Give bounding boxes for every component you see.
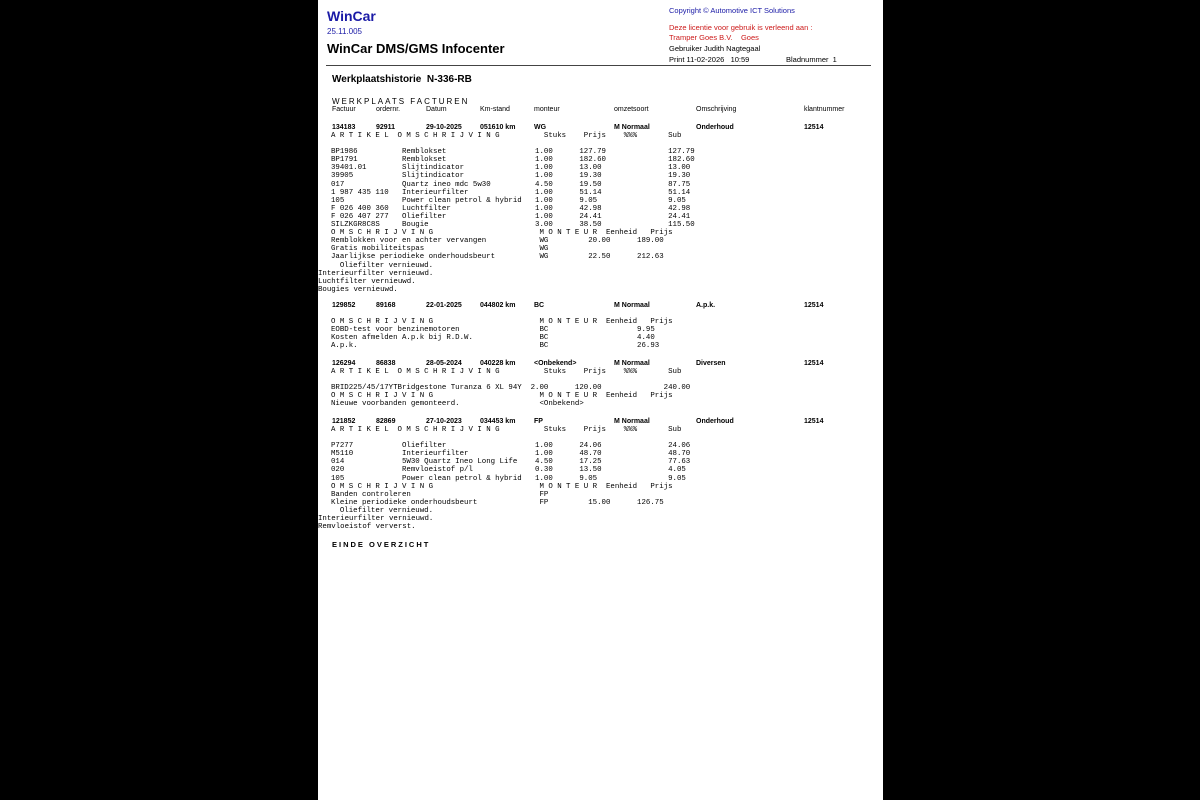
- invoice-line: BP1986 Remblokset 1.00 127.79 127.79: [331, 148, 695, 157]
- invoice-line: [318, 310, 673, 318]
- invoice-line: Remvloeistof ververst.: [318, 523, 416, 532]
- invoice-detail: [318, 132, 695, 294]
- invoice-line: Luchtfilter vernieuwd.: [318, 277, 416, 286]
- invoice-ordernr: 86838: [376, 360, 396, 367]
- report-page: [318, 0, 883, 800]
- column-header-km: Km-stand: [480, 106, 510, 113]
- column-header-omzetsoort: omzetsoort: [614, 106, 649, 113]
- invoice-ordernr: 82869: [376, 418, 396, 425]
- invoice-line: Jaarlijkse periodieke onderhoudsbeurt WG 22.50 212.63: [331, 253, 664, 262]
- column-header-klantnummer: klantnummer: [804, 106, 845, 113]
- invoice-line: A R T I K E L O M S C H R I J V I N G Stuks Prijs %%% Sub: [331, 368, 682, 376]
- license-line-1: Deze licentie voor gebruik is verleend aan :: [669, 23, 813, 32]
- invoice-line: Bougies vernieuwd.: [318, 285, 398, 294]
- invoice-km: 044802 km: [480, 302, 516, 309]
- invoice-line: [318, 434, 690, 442]
- invoice-klant: 12514: [804, 124, 824, 131]
- invoice-datum: 27-10-2023: [426, 418, 462, 425]
- invoice-monteur: BC: [534, 302, 545, 309]
- invoice-line: 1 987 435 110 Interieurfilter 1.00 51.14 51.14: [331, 188, 691, 197]
- print-date: Print 11-02-2026 10:59: [669, 55, 750, 64]
- invoice-line: 017 Quartz ineo mdc 5w30 4.50 19.50 87.75: [331, 180, 691, 189]
- column-header-monteur: monteur: [534, 106, 560, 113]
- brand-title: WinCar: [327, 8, 376, 24]
- invoice-line: BRID225/45/17YTBridgestone Turanza 6 XL 94Y 2.00 120.00 240.00: [331, 384, 691, 393]
- invoice-ordernr: 89168: [376, 302, 396, 309]
- invoice-line: F 026 407 277 Oliefilter 1.00 24.41 24.41: [331, 212, 691, 221]
- license-line-2: Tramper Goes B.V. Goes: [669, 33, 759, 42]
- invoice-line: SILZKGR8C8S Bougie 3.00 38.50 115.50: [331, 221, 695, 230]
- invoice-factuur: 129852: [332, 302, 356, 309]
- column-header-omschrijving: Omschrijving: [696, 106, 737, 113]
- invoice-line: EOBD-test voor benzinemotoren BC 9.95: [331, 326, 655, 335]
- copyright-text: Copyright © Automotive ICT Solutions: [669, 6, 795, 15]
- invoice-line: Banden controleren FP: [331, 490, 549, 499]
- invoice-omschrijving: Onderhoud: [696, 124, 734, 131]
- invoice-detail: [318, 310, 673, 350]
- invoice-omzetsoort: M Normaal: [614, 418, 650, 425]
- invoice-datum: 22-01-2025: [426, 302, 462, 309]
- page-number: Bladnummer 1: [786, 55, 837, 64]
- invoice-line: A R T I K E L O M S C H R I J V I N G Stuks Prijs %%% Sub: [331, 132, 682, 140]
- invoice-line: 105 Power clean petrol & hybrid 1.00 9.05 9.05: [331, 474, 686, 483]
- invoice-line: Nieuwe voorbanden gemonteerd. <Onbekend>: [331, 400, 584, 409]
- column-header-ordernr: ordernr.: [376, 106, 401, 113]
- version-date: 25.11.005: [327, 27, 362, 36]
- invoice-line: O M S C H R I J V I N G M O N T E U R Eenheid Prijs: [331, 482, 673, 491]
- invoice-factuur: 126294: [332, 360, 356, 367]
- invoice-klant: 12514: [804, 302, 824, 309]
- invoice-line: 39905 Slijtindicator 1.00 19.30 19.30: [331, 172, 691, 181]
- invoice-datum: 29-10-2025: [426, 124, 462, 131]
- invoice-klant: 12514: [804, 418, 824, 425]
- invoice-line: Oliefilter vernieuwd.: [331, 506, 434, 515]
- invoice-line: M5110 Interieurfilter 1.00 48.70 48.70: [331, 450, 691, 459]
- column-header-datum: Datum: [426, 106, 447, 113]
- end-label: EINDE OVERZICHT: [332, 540, 431, 549]
- invoice-line: A R T I K E L O M S C H R I J V I N G Stuks Prijs %%% Sub: [331, 426, 682, 434]
- invoice-omschrijving: A.p.k.: [696, 302, 716, 309]
- app-title: WinCar DMS/GMS Infocenter: [327, 41, 505, 56]
- invoice-line: O M S C H R I J V I N G M O N T E U R Eenheid Prijs: [331, 318, 673, 327]
- invoice-line: 020 Remvloeistof p/l 0.30 13.50 4.05: [331, 466, 686, 475]
- invoice-line: 014 5W30 Quartz Ineo Long Life 4.50 17.25 77.63: [331, 458, 691, 467]
- invoice-line: 39401.01 Slijtindicator 1.00 13.00 13.00: [331, 164, 691, 173]
- document-title: Werkplaatshistorie N-336-RB: [332, 74, 472, 85]
- invoice-omzetsoort: M Normaal: [614, 124, 650, 131]
- invoice-line: Kosten afmelden A.p.k bij R.D.W. BC 4.40: [331, 334, 655, 343]
- invoice-ordernr: 92911: [376, 124, 396, 131]
- invoice-line: O M S C H R I J V I N G M O N T E U R Eenheid Prijs: [331, 392, 673, 401]
- invoice-omzetsoort: M Normaal: [614, 302, 650, 309]
- invoice-datum: 28-05-2024: [426, 360, 462, 367]
- column-header-factuur: Factuur: [332, 106, 356, 113]
- invoice-factuur: 121852: [332, 418, 356, 425]
- invoice-line: Kleine periodieke onderhoudsbeurt FP 15.00 126.75: [331, 498, 664, 507]
- invoice-monteur: WG: [534, 124, 547, 131]
- invoice-line: [318, 376, 690, 384]
- invoice-line: Remblokken voor en achter vervangen WG 20.00 189.00: [331, 237, 664, 246]
- invoice-line: Oliefilter vernieuwd.: [331, 261, 434, 270]
- header-divider: [326, 65, 871, 66]
- invoice-line: Interieurfilter vernieuwd.: [318, 515, 434, 524]
- invoice-factuur: 134183: [332, 124, 356, 131]
- invoice-line: Gratis mobiliteitspas WG: [331, 245, 549, 254]
- invoice-klant: 12514: [804, 360, 824, 367]
- invoice-km: 034453 km: [480, 418, 516, 425]
- user-text: Gebruiker Judith Nagtegaal: [669, 44, 761, 53]
- invoice-detail: [318, 426, 690, 531]
- invoice-line: F 026 400 360 Luchtfilter 1.00 42.98 42.98: [331, 204, 691, 213]
- invoice-omschrijving: Onderhoud: [696, 418, 734, 425]
- invoice-km: 040228 km: [480, 360, 516, 367]
- invoice-omschrijving: Diversen: [696, 360, 726, 367]
- section-label: WERKPLAATS FACTUREN: [332, 97, 470, 106]
- invoice-line: P7277 Oliefilter 1.00 24.06 24.06: [331, 442, 691, 451]
- invoice-omzetsoort: M Normaal: [614, 360, 650, 367]
- invoice-monteur: <Onbekend>: [534, 360, 577, 367]
- invoice-line: BP1791 Remblokset 1.00 182.60 182.60: [331, 156, 695, 165]
- invoice-line: 105 Power clean petrol & hybrid 1.00 9.05 9.05: [331, 196, 686, 205]
- invoice-detail: [318, 368, 690, 408]
- invoice-line: A.p.k. BC 26.93: [331, 342, 660, 351]
- invoice-line: Interieurfilter vernieuwd.: [318, 269, 434, 278]
- invoice-line: O M S C H R I J V I N G M O N T E U R Eenheid Prijs: [331, 229, 673, 238]
- invoice-line: [318, 140, 695, 148]
- invoice-km: 051610 km: [480, 124, 516, 131]
- invoice-monteur: FP: [534, 418, 543, 425]
